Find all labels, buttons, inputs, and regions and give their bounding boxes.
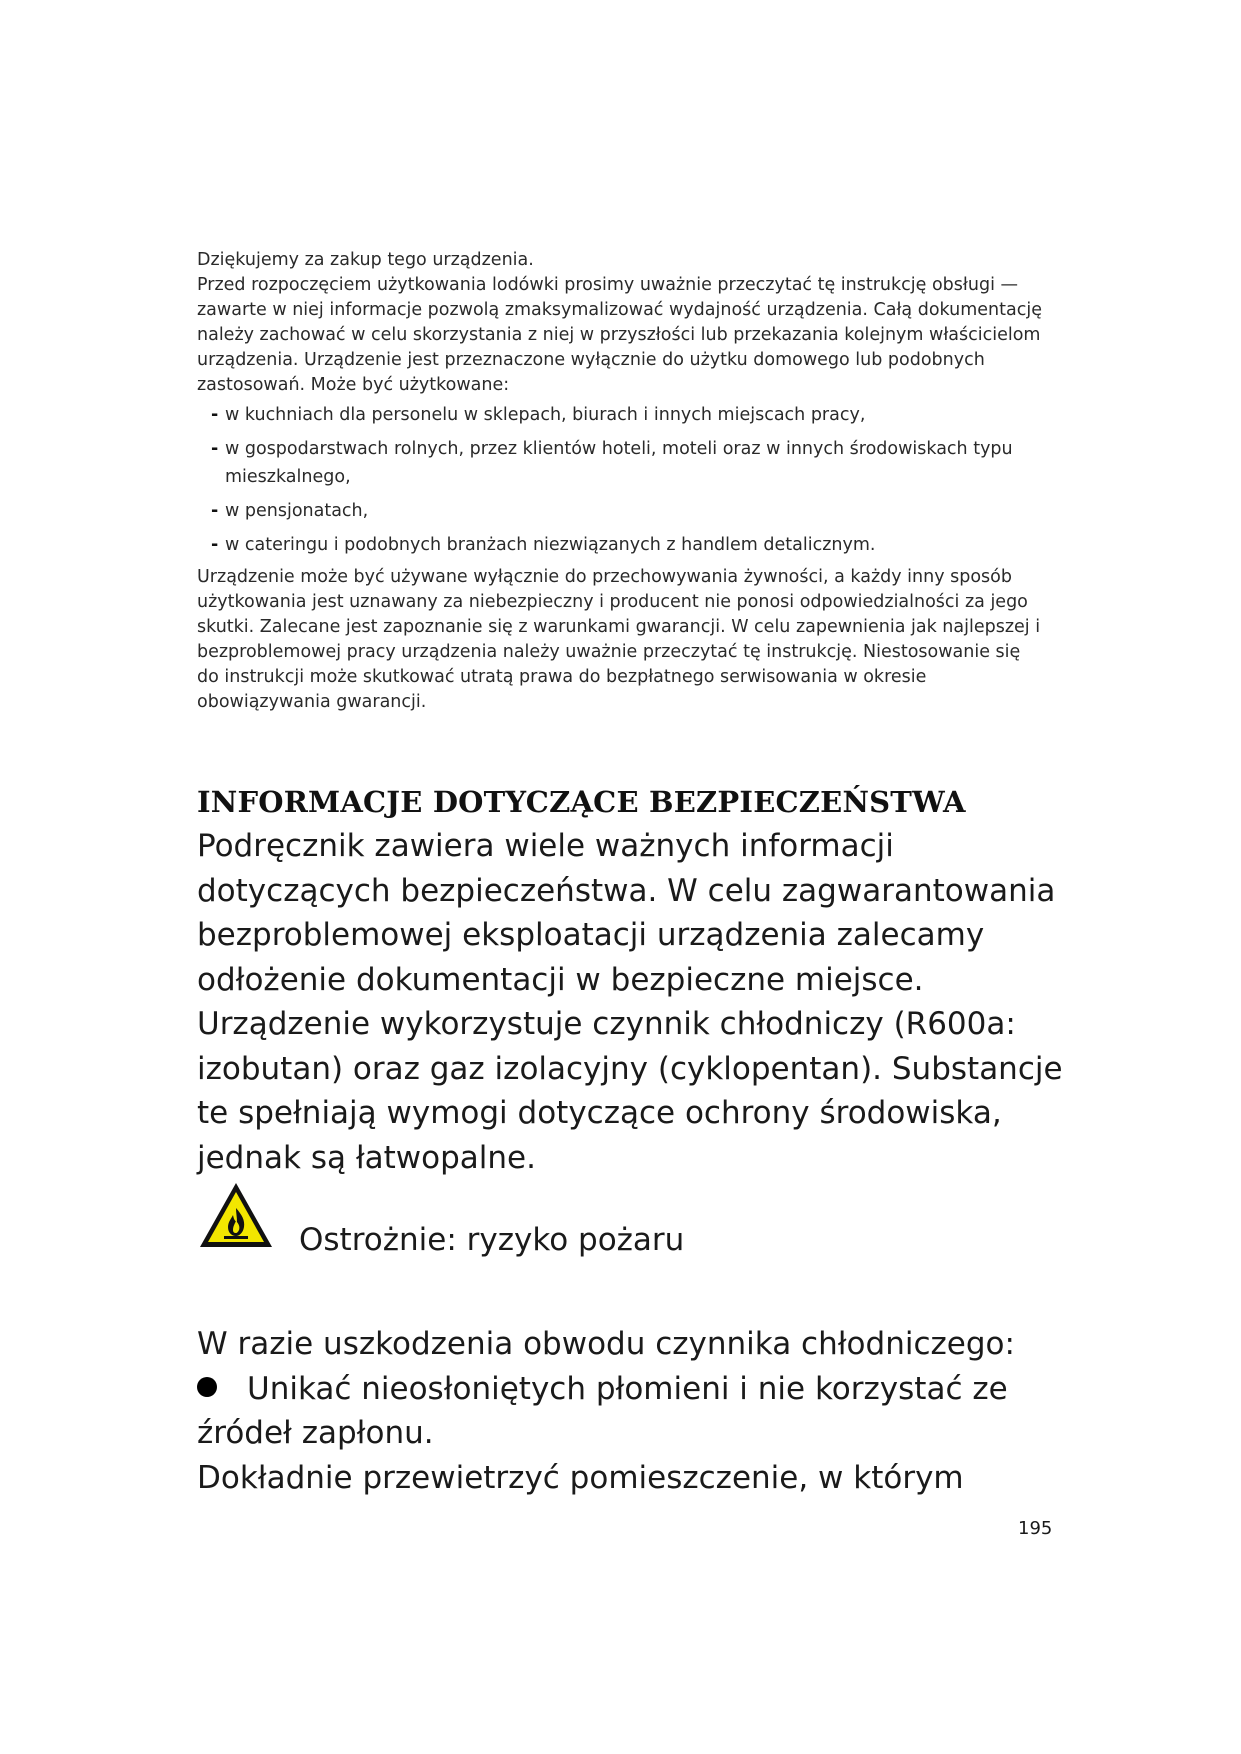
damage-ventilate-text: Dokładnie przewietrzyć pomieszczenie, w którym xyxy=(197,1459,964,1496)
page-number: 195 xyxy=(1018,1518,1053,1539)
safety-refrigerant-note: Urządzenie wykorzystuje czynnik chłodniczy (R600a: izobutan) oraz gaz izolacyjny (cyklopentan). Substancje te spełniają wymogi dotyczące ochrony środowiska, jednak są łatwopalne. xyxy=(197,1006,1063,1176)
safety-heading: INFORMACJE DOTYCZĄCE BEZPIECZEŃSTWA xyxy=(197,785,966,819)
list-item: - w pensjonatach, xyxy=(197,497,1047,525)
safety-manual-note: Podręcznik zawiera wiele ważnych informacji dotyczących bezpieczeństwa. W celu zagwarantowania bezproblemowej eksploatacji urządzenia zalecamy odłożenie dokumentacji w bezpieczne miejsce. xyxy=(197,828,1056,998)
fire-warning-text: Ostrożnie: ryzyko pożaru xyxy=(299,1222,685,1258)
list-item: - w cateringu i podobnych branżach niezwiązanych z handlem detalicznym. xyxy=(197,531,1047,559)
safety-section xyxy=(197,780,1097,1180)
intro-description: Przed rozpoczęciem użytkowania lodówki prosimy uważnie przeczytać tę instrukcję obsługi — zawarte w niej informacje pozwolą zmaksymalizować wydajność urządzenia. Całą dokumentację należy zachować w celu skorzystania z niej w przyszłości lub przekazania kolejnym właścicielom urządzenia. Urządzenie jest przeznaczone wyłącznie do użytku domowego lub podobnych zastosowań. Może być użytkowane: xyxy=(197,275,1042,395)
usage-list xyxy=(197,401,1047,559)
damage-intro: W razie uszkodzenia obwodu czynnika chłodniczego: xyxy=(197,1326,1015,1362)
list-item: Unikać nieosłoniętych płomieni i nie korzystać ze źródeł zapłonu. xyxy=(197,1370,1008,1451)
list-item: - w gospodarstwach rolnych, przez klientów hoteli, moteli oraz w innych środowiskach typu mieszkalnego, xyxy=(197,435,1047,491)
fire-warning xyxy=(197,1180,897,1260)
intro-thanks: Dziękujemy za zakup tego urządzenia. xyxy=(197,250,534,270)
list-item: - w kuchniach dla personelu w sklepach, biurach i innych miejscach pracy, xyxy=(197,401,1047,429)
refrigerant-damage-section xyxy=(197,1322,1097,1500)
flammable-warning-icon xyxy=(197,1180,275,1250)
bullet-dot-icon xyxy=(197,1377,217,1397)
intro-usage-restriction: Urządzenie może być używane wyłącznie do przechowywania żywności, a każdy inny sposób użytkowania jest uznawany za niebezpieczny i producent nie ponosi odpowiedzialności za jego skutki. Zalecane jest zapoznanie się z warunkami gwarancji. W celu zapewnienia jak najlepszej i bezproblemowej pracy urządzenia należy uważnie przeczytać tę instrukcję. Niestosowanie się do instrukcji może skutkować utratą prawa do bezpłatnego serwisowania w okresie obowiązywania gwarancji. xyxy=(197,567,1041,712)
dash-bullet-icon: - xyxy=(211,405,219,425)
dash-bullet-icon: - xyxy=(211,535,219,555)
dash-bullet-icon: - xyxy=(211,501,219,521)
dash-bullet-icon: - xyxy=(211,439,219,459)
intro-section xyxy=(197,248,1047,715)
